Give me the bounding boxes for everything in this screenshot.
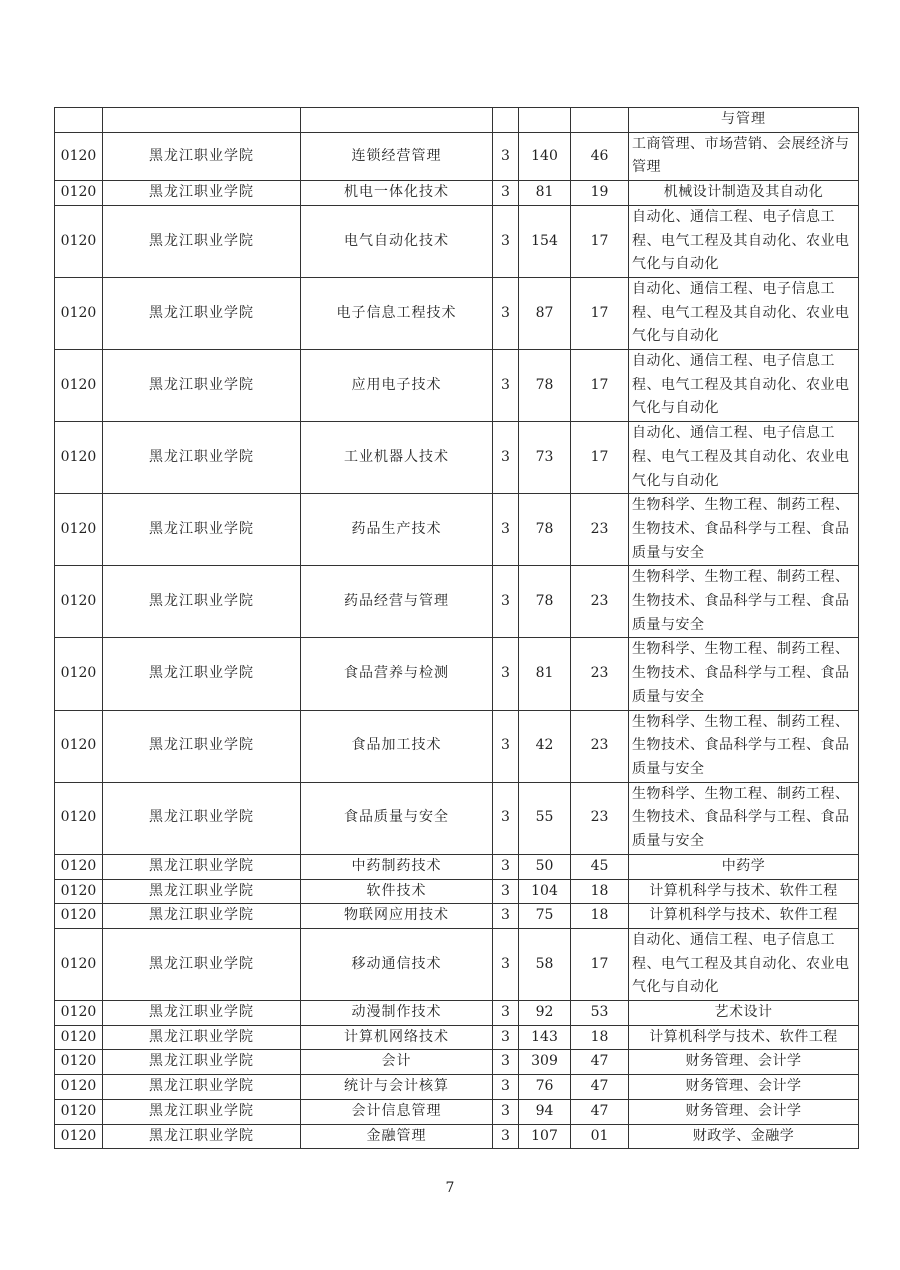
subject-code-cell: 17 bbox=[571, 928, 629, 1000]
major-name-cell: 中药制药技术 bbox=[301, 854, 493, 879]
plan-count-cell: 140 bbox=[519, 132, 571, 180]
school-name-cell: 黑龙江职业学院 bbox=[103, 350, 301, 422]
related-majors-cell: 生物科学、生物工程、制药工程、生物技术、食品科学与工程、食品质量与安全 bbox=[629, 782, 859, 854]
years-cell: 3 bbox=[493, 1124, 519, 1149]
subject-code-cell: 17 bbox=[571, 422, 629, 494]
major-name-cell: 食品加工技术 bbox=[301, 710, 493, 782]
related-majors-cell: 自动化、通信工程、电子信息工程、电气工程及其自动化、农业电气化与自动化 bbox=[629, 350, 859, 422]
school-name-cell: 黑龙江职业学院 bbox=[103, 710, 301, 782]
school-code-cell: 0120 bbox=[55, 566, 103, 638]
table-row bbox=[55, 638, 859, 710]
school-name-cell: 黑龙江职业学院 bbox=[103, 904, 301, 929]
years-cell: 3 bbox=[493, 350, 519, 422]
years-cell: 3 bbox=[493, 566, 519, 638]
related-majors-cell: 生物科学、生物工程、制药工程、生物技术、食品科学与工程、食品质量与安全 bbox=[629, 638, 859, 710]
years-cell: 3 bbox=[493, 1099, 519, 1124]
years-cell: 3 bbox=[493, 1025, 519, 1050]
related-majors-cell: 财政学、金融学 bbox=[629, 1124, 859, 1149]
school-name-cell: 黑龙江职业学院 bbox=[103, 566, 301, 638]
subject-code-cell: 23 bbox=[571, 710, 629, 782]
table-row bbox=[55, 854, 859, 879]
school-code-cell: 0120 bbox=[55, 710, 103, 782]
school-name-cell: 黑龙江职业学院 bbox=[103, 277, 301, 349]
school-code-cell: 0120 bbox=[55, 205, 103, 277]
years-cell: 3 bbox=[493, 854, 519, 879]
school-name-cell: 黑龙江职业学院 bbox=[103, 205, 301, 277]
years-cell: 3 bbox=[493, 277, 519, 349]
plan-count-cell: 309 bbox=[519, 1050, 571, 1075]
page-number: 7 bbox=[445, 1180, 455, 1196]
related-majors-cell: 计算机科学与技术、软件工程 bbox=[629, 879, 859, 904]
table-row bbox=[55, 1075, 859, 1100]
school-code-cell: 0120 bbox=[55, 1025, 103, 1050]
table-row bbox=[55, 1025, 859, 1050]
years-cell: 3 bbox=[493, 879, 519, 904]
plan-count-cell: 73 bbox=[519, 422, 571, 494]
major-name-cell: 会计 bbox=[301, 1050, 493, 1075]
related-majors-cell: 生物科学、生物工程、制药工程、生物技术、食品科学与工程、食品质量与安全 bbox=[629, 710, 859, 782]
school-code-cell: 0120 bbox=[55, 1075, 103, 1100]
plan-count-cell: 58 bbox=[519, 928, 571, 1000]
related-majors-cell: 机械设计制造及其自动化 bbox=[629, 181, 859, 206]
plan-count-cell: 42 bbox=[519, 710, 571, 782]
school-code-cell: 0120 bbox=[55, 638, 103, 710]
years-cell: 3 bbox=[493, 422, 519, 494]
plan-count-cell: 94 bbox=[519, 1099, 571, 1124]
school-name-cell: 黑龙江职业学院 bbox=[103, 494, 301, 566]
school-code-cell: 0120 bbox=[55, 904, 103, 929]
school-code-cell: 0120 bbox=[55, 1099, 103, 1124]
table-row bbox=[55, 494, 859, 566]
school-code-cell: 0120 bbox=[55, 132, 103, 180]
table-row bbox=[55, 205, 859, 277]
plan-count-cell: 78 bbox=[519, 350, 571, 422]
school-code-cell: 0120 bbox=[55, 782, 103, 854]
plan-count-cell: 92 bbox=[519, 1001, 571, 1026]
major-name-cell: 药品生产技术 bbox=[301, 494, 493, 566]
school-code-cell: 0120 bbox=[55, 1124, 103, 1149]
school-code-cell: 0120 bbox=[55, 181, 103, 206]
subject-code-cell: 19 bbox=[571, 181, 629, 206]
subject-code-cell: 47 bbox=[571, 1099, 629, 1124]
related-majors-cell: 计算机科学与技术、软件工程 bbox=[629, 904, 859, 929]
table-row-continued bbox=[55, 108, 859, 133]
school-code-cell: 0120 bbox=[55, 277, 103, 349]
years-cell: 3 bbox=[493, 904, 519, 929]
related-majors-cell: 自动化、通信工程、电子信息工程、电气工程及其自动化、农业电气化与自动化 bbox=[629, 205, 859, 277]
school-name-cell: 黑龙江职业学院 bbox=[103, 879, 301, 904]
school-code-cell: 0120 bbox=[55, 854, 103, 879]
subject-code-cell: 46 bbox=[571, 132, 629, 180]
major-name-cell: 动漫制作技术 bbox=[301, 1001, 493, 1026]
table-row bbox=[55, 710, 859, 782]
subject-code-cell: 17 bbox=[571, 277, 629, 349]
school-name-cell: 黑龙江职业学院 bbox=[103, 1099, 301, 1124]
plan-count-cell: 81 bbox=[519, 181, 571, 206]
school-code-cell: 0120 bbox=[55, 422, 103, 494]
major-name-cell: 统计与会计核算 bbox=[301, 1075, 493, 1100]
plan-count-cell: 107 bbox=[519, 1124, 571, 1149]
plan-count-cell: 75 bbox=[519, 904, 571, 929]
related-majors-cell: 财务管理、会计学 bbox=[629, 1075, 859, 1100]
years-cell: 3 bbox=[493, 638, 519, 710]
major-name-cell: 工业机器人技术 bbox=[301, 422, 493, 494]
plan-count-cell: 143 bbox=[519, 1025, 571, 1050]
major-name-cell: 应用电子技术 bbox=[301, 350, 493, 422]
table-row bbox=[55, 181, 859, 206]
school-name-cell: 黑龙江职业学院 bbox=[103, 1001, 301, 1026]
related-majors-cell: 艺术设计 bbox=[629, 1001, 859, 1026]
table-row bbox=[55, 879, 859, 904]
plan-count-cell: 154 bbox=[519, 205, 571, 277]
plan-count-cell: 104 bbox=[519, 879, 571, 904]
admissions-table bbox=[54, 107, 859, 1149]
related-majors-cell: 工商管理、市场营销、会展经济与管理 bbox=[629, 132, 859, 180]
school-name-cell: 黑龙江职业学院 bbox=[103, 1025, 301, 1050]
major-name-cell: 物联网应用技术 bbox=[301, 904, 493, 929]
school-code-cell: 0120 bbox=[55, 1001, 103, 1026]
related-majors-cell: 与管理 bbox=[629, 108, 859, 133]
school-name-cell: 黑龙江职业学院 bbox=[103, 928, 301, 1000]
subject-code-cell: 45 bbox=[571, 854, 629, 879]
years-cell: 3 bbox=[493, 1050, 519, 1075]
major-name-cell: 电气自动化技术 bbox=[301, 205, 493, 277]
table-row bbox=[55, 782, 859, 854]
subject-code-cell: 01 bbox=[571, 1124, 629, 1149]
years-cell: 3 bbox=[493, 710, 519, 782]
plan-count-cell: 78 bbox=[519, 566, 571, 638]
table-row bbox=[55, 1001, 859, 1026]
related-majors-cell: 自动化、通信工程、电子信息工程、电气工程及其自动化、农业电气化与自动化 bbox=[629, 277, 859, 349]
table-row bbox=[55, 132, 859, 180]
school-name-cell: 黑龙江职业学院 bbox=[103, 1075, 301, 1100]
subject-code-cell: 18 bbox=[571, 904, 629, 929]
years-cell: 3 bbox=[493, 1075, 519, 1100]
plan-count-cell: 50 bbox=[519, 854, 571, 879]
years-cell: 3 bbox=[493, 132, 519, 180]
subject-code-cell: 23 bbox=[571, 494, 629, 566]
school-name-cell: 黑龙江职业学院 bbox=[103, 854, 301, 879]
years-cell: 3 bbox=[493, 928, 519, 1000]
table-row bbox=[55, 1099, 859, 1124]
table-row bbox=[55, 904, 859, 929]
table-row bbox=[55, 566, 859, 638]
plan-count-cell: 55 bbox=[519, 782, 571, 854]
subject-code-cell: 18 bbox=[571, 879, 629, 904]
major-name-cell: 机电一体化技术 bbox=[301, 181, 493, 206]
related-majors-cell: 生物科学、生物工程、制药工程、生物技术、食品科学与工程、食品质量与安全 bbox=[629, 566, 859, 638]
plan-count-cell: 76 bbox=[519, 1075, 571, 1100]
years-cell: 3 bbox=[493, 181, 519, 206]
school-name-cell: 黑龙江职业学院 bbox=[103, 1124, 301, 1149]
subject-code-cell: 53 bbox=[571, 1001, 629, 1026]
school-code-cell: 0120 bbox=[55, 1050, 103, 1075]
subject-code-cell: 47 bbox=[571, 1050, 629, 1075]
major-name-cell: 连锁经营管理 bbox=[301, 132, 493, 180]
major-name-cell: 电子信息工程技术 bbox=[301, 277, 493, 349]
major-name-cell: 计算机网络技术 bbox=[301, 1025, 493, 1050]
major-name-cell: 移动通信技术 bbox=[301, 928, 493, 1000]
related-majors-cell: 自动化、通信工程、电子信息工程、电气工程及其自动化、农业电气化与自动化 bbox=[629, 422, 859, 494]
major-name-cell: 食品质量与安全 bbox=[301, 782, 493, 854]
table-row bbox=[55, 350, 859, 422]
major-name-cell: 食品营养与检测 bbox=[301, 638, 493, 710]
school-code-cell: 0120 bbox=[55, 928, 103, 1000]
subject-code-cell: 23 bbox=[571, 638, 629, 710]
major-name-cell: 金融管理 bbox=[301, 1124, 493, 1149]
related-majors-cell: 财务管理、会计学 bbox=[629, 1050, 859, 1075]
related-majors-cell: 计算机科学与技术、软件工程 bbox=[629, 1025, 859, 1050]
subject-code-cell: 23 bbox=[571, 566, 629, 638]
major-name-cell: 软件技术 bbox=[301, 879, 493, 904]
table-row bbox=[55, 277, 859, 349]
table-row bbox=[55, 422, 859, 494]
related-majors-cell: 生物科学、生物工程、制药工程、生物技术、食品科学与工程、食品质量与安全 bbox=[629, 494, 859, 566]
related-majors-cell: 中药学 bbox=[629, 854, 859, 879]
school-name-cell: 黑龙江职业学院 bbox=[103, 132, 301, 180]
subject-code-cell: 47 bbox=[571, 1075, 629, 1100]
school-name-cell: 黑龙江职业学院 bbox=[103, 181, 301, 206]
plan-count-cell: 87 bbox=[519, 277, 571, 349]
subject-code-cell: 18 bbox=[571, 1025, 629, 1050]
school-name-cell: 黑龙江职业学院 bbox=[103, 1050, 301, 1075]
subject-code-cell: 17 bbox=[571, 350, 629, 422]
school-name-cell: 黑龙江职业学院 bbox=[103, 638, 301, 710]
years-cell: 3 bbox=[493, 782, 519, 854]
table-row bbox=[55, 928, 859, 1000]
table-row bbox=[55, 1124, 859, 1149]
school-code-cell: 0120 bbox=[55, 494, 103, 566]
school-code-cell: 0120 bbox=[55, 350, 103, 422]
related-majors-cell: 自动化、通信工程、电子信息工程、电气工程及其自动化、农业电气化与自动化 bbox=[629, 928, 859, 1000]
major-name-cell: 会计信息管理 bbox=[301, 1099, 493, 1124]
major-name-cell: 药品经营与管理 bbox=[301, 566, 493, 638]
table-row bbox=[55, 1050, 859, 1075]
school-code-cell: 0120 bbox=[55, 879, 103, 904]
years-cell: 3 bbox=[493, 494, 519, 566]
subject-code-cell: 17 bbox=[571, 205, 629, 277]
subject-code-cell: 23 bbox=[571, 782, 629, 854]
related-majors-cell: 财务管理、会计学 bbox=[629, 1099, 859, 1124]
years-cell: 3 bbox=[493, 1001, 519, 1026]
plan-count-cell: 81 bbox=[519, 638, 571, 710]
school-name-cell: 黑龙江职业学院 bbox=[103, 782, 301, 854]
years-cell: 3 bbox=[493, 205, 519, 277]
school-name-cell: 黑龙江职业学院 bbox=[103, 422, 301, 494]
plan-count-cell: 78 bbox=[519, 494, 571, 566]
